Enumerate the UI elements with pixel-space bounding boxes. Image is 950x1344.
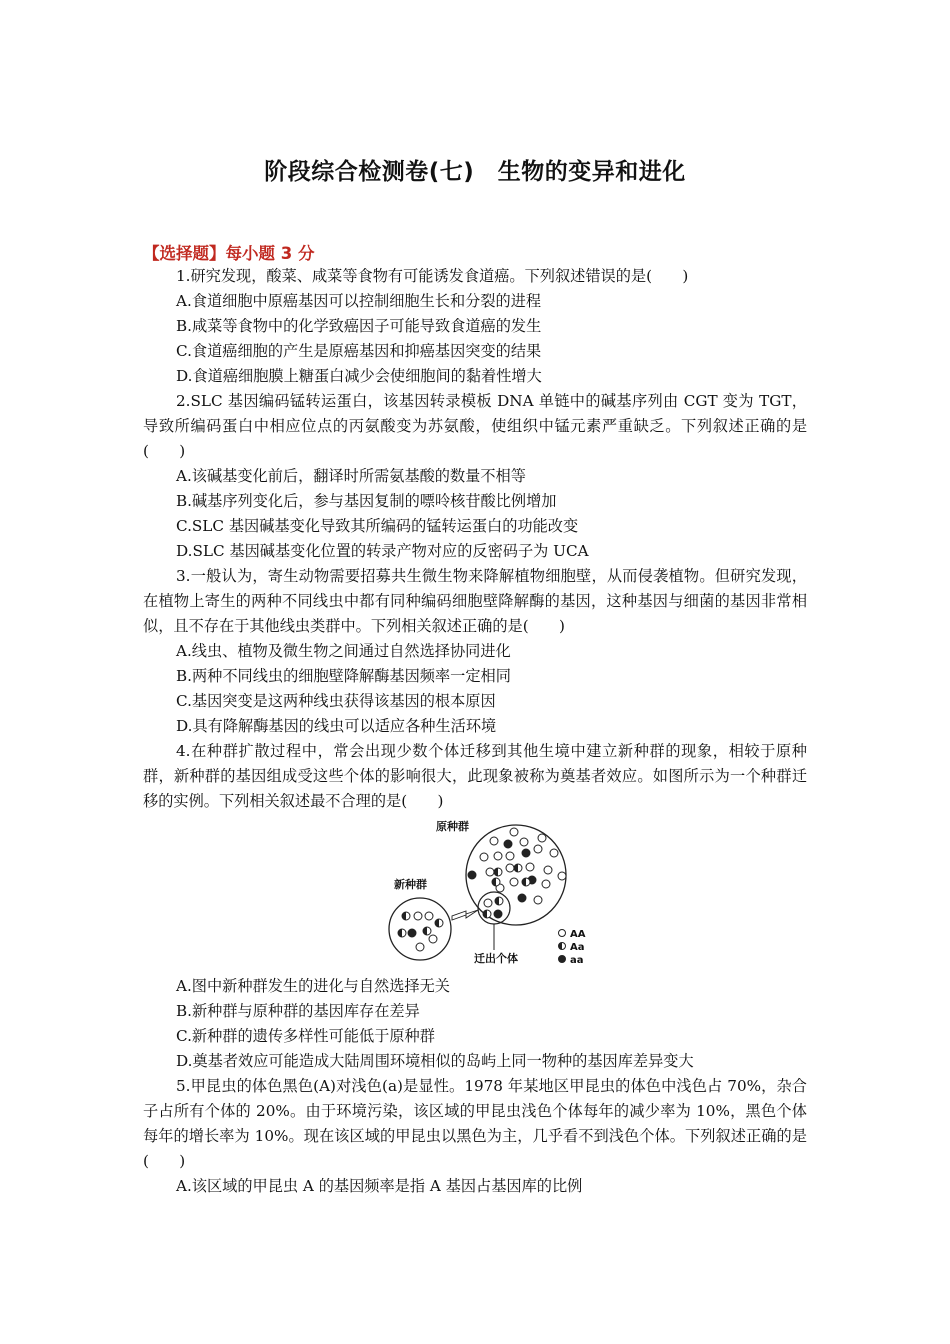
option-a: A.图中新种群发生的进化与自然选择无关: [176, 977, 450, 995]
option-c: C.SLC 基因碱基变化导致其所编码的锰转运蛋白的功能改变: [176, 517, 579, 535]
question-stem: 4.在种群扩散过程中，常会出现少数个体迁移到其他生境中建立新种群的现象，相较于原种群，新种群的基因组成受这些个体的影响很大，此现象被称为奠基者效应。如图所示为一个种群迁移的实例。下列相关叙述最不合理的是( ): [143, 742, 807, 810]
section-header: 【选择题】每小题 3 分: [143, 244, 315, 263]
option-b: B.咸菜等食物中的化学致癌因子可能导致食道癌的发生: [176, 317, 542, 335]
option-d: D.食道癌细胞膜上糖蛋白减少会使细胞间的黏着性增大: [176, 367, 542, 385]
new-population-label: 新种群: [394, 878, 427, 891]
question-stem: 5.甲昆虫的体色黑色(A)对浅色(a)是显性。1978 年某地区甲昆虫的体色中浅色占 70%，杂合子占所有个体的 20%。由于环境污染，该区域的甲昆虫浅色个体每年的减少率为 10%，黑色个体每年的增长率为 10%。现在该区域的甲昆虫以黑色为主，几乎看不到浅色个体。下列叙述正确的是( ): [143, 1077, 807, 1170]
option-b: B.两种不同线虫的细胞壁降解酶基因频率一定相同: [176, 667, 511, 685]
option-a: A.该碱基变化前后，翻译时所需氨基酸的数量不相等: [176, 467, 526, 485]
original-population-label: 原种群: [436, 820, 469, 833]
genotype-legend: [559, 929, 586, 966]
original-population-circle: [466, 825, 566, 925]
option-d: D.奠基者效应可能造成大陆周围环境相似的岛屿上同一物种的基因库差异变大: [176, 1052, 694, 1070]
migrant-individuals: [483, 897, 503, 918]
new-population-individuals: [398, 912, 443, 951]
legend-heterozygous: Aa: [570, 942, 585, 953]
question-stem: 3.一般认为，寄生动物需要招募共生微生物来降解植物细胞壁，从而侵袭植物。但研究发现，在植物上寄生的两种不同线虫中都有同种编码细胞壁降解酶的基因，这种基因与细菌的基因非常相似，且不存在于其他线虫类群中。下列相关叙述正确的是( ): [143, 567, 807, 635]
option-b: B.新种群与原种群的基因库存在差异: [176, 1002, 420, 1020]
question-stem: 1.研究发现，酸菜、咸菜等食物有可能诱发食道癌。下列叙述错误的是( ): [176, 267, 689, 285]
option-c: C.基因突变是这两种线虫获得该基因的根本原因: [176, 692, 496, 710]
question-list: [143, 264, 807, 1199]
legend-aa-homozygous-dominant: AA: [570, 929, 586, 940]
option-a: A.该区域的甲昆虫 A 的基因频率是指 A 基因占基因库的比例: [176, 1177, 583, 1195]
migration-arrow: [452, 910, 478, 920]
legend-homozygous-recessive: aa: [570, 955, 584, 966]
option-a: A.线虫、植物及微生物之间通过自然选择协同进化: [176, 642, 511, 660]
migrant-label: 迁出个体: [474, 952, 518, 965]
question-stem: 2.SLC 基因编码锰转运蛋白，该基因转录模板 DNA 单链中的碱基序列由 CGT 变为 TGT，导致所编码蛋白中相应位点的丙氨酸变为苏氨酸，使组织中锰元素严重缺乏。下列叙述正确的是( ): [143, 392, 807, 460]
option-d: D.SLC 基因碱基变化位置的转录产物对应的反密码子为 UCA: [176, 542, 589, 560]
page-title: 阶段综合检测卷(七) 生物的变异和进化: [264, 159, 686, 185]
population-migration-figure: [386, 820, 596, 970]
option-c: C.新种群的遗传多样性可能低于原种群: [176, 1027, 435, 1045]
option-a: A.食道细胞中原癌基因可以控制细胞生长和分裂的进程: [176, 292, 542, 310]
option-b: B.碱基序列变化后，参与基因复制的嘌呤核苷酸比例增加: [176, 492, 557, 510]
option-d: D.具有降解酶基因的线虫可以适应各种生活环境: [176, 717, 497, 735]
option-c: C.食道癌细胞的产生是原癌基因和抑癌基因突变的结果: [176, 342, 542, 360]
